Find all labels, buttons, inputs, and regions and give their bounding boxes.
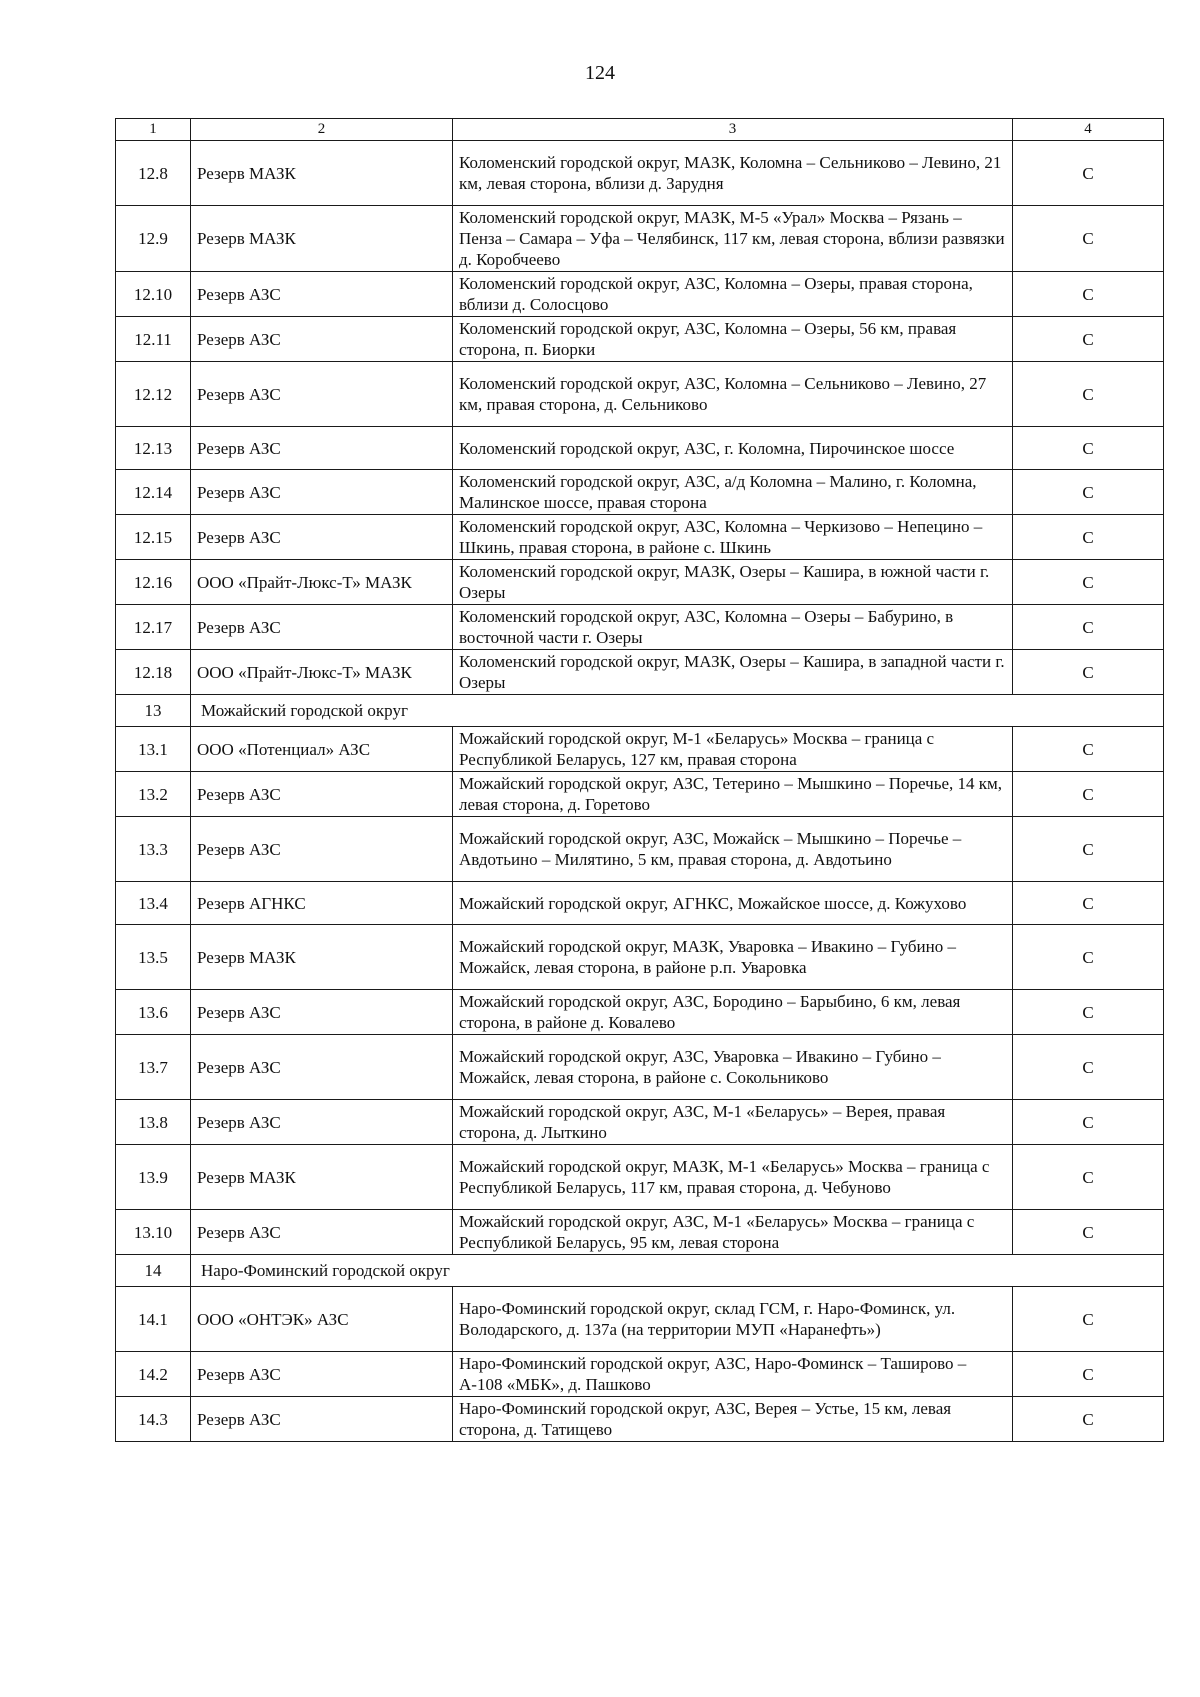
row-category: С [1013, 515, 1164, 560]
row-location: Можайский городской округ, АЗС, М-1 «Беларусь» – Верея, правая сторона, д. Лыткино [453, 1100, 1013, 1145]
row-name: Резерв АЗС [191, 1397, 453, 1442]
row-location: Коломенский городской округ, АЗС, г. Коломна, Пирочинское шоссе [453, 427, 1013, 470]
table-row [116, 925, 1164, 990]
row-location: Можайский городской округ, АЗС, Бородино – Барыбино, 6 км, левая сторона, в районе д. Ковалево [453, 990, 1013, 1035]
row-number: 12.9 [116, 206, 191, 272]
section-name: Можайский городской округ [191, 695, 1164, 727]
row-location: Коломенский городской округ, АЗС, Коломна – Сельниково – Левино, 27 км, правая сторона, д. Сельниково [453, 362, 1013, 427]
row-number: 13.9 [116, 1145, 191, 1210]
row-name: ООО «Потенциал» АЗС [191, 727, 453, 772]
page-number: 124 [585, 62, 615, 84]
row-name: ООО «Прайт-Люкс-Т» МАЗК [191, 650, 453, 695]
row-number: 14.1 [116, 1287, 191, 1352]
table-body [116, 141, 1164, 1442]
row-category: С [1013, 1100, 1164, 1145]
header-row [116, 119, 1164, 141]
column-header: 4 [1013, 119, 1164, 141]
table-row [116, 882, 1164, 925]
row-number: 13.1 [116, 727, 191, 772]
row-category: С [1013, 141, 1164, 206]
row-location: Коломенский городской округ, МАЗК, Озеры – Кашира, в западной части г. Озеры [453, 650, 1013, 695]
row-number: 12.15 [116, 515, 191, 560]
row-name: Резерв АЗС [191, 817, 453, 882]
row-name: Резерв АЗС [191, 772, 453, 817]
row-category: С [1013, 650, 1164, 695]
column-header: 1 [116, 119, 191, 141]
row-category: С [1013, 1352, 1164, 1397]
table-row [116, 427, 1164, 470]
row-location: Можайский городской округ, М-1 «Беларусь» Москва – граница с Республикой Беларусь, 127 км, правая сторона [453, 727, 1013, 772]
row-category: С [1013, 1145, 1164, 1210]
row-number: 13.2 [116, 772, 191, 817]
table-row [116, 1100, 1164, 1145]
row-number: 12.12 [116, 362, 191, 427]
column-header: 2 [191, 119, 453, 141]
row-number: 12.17 [116, 605, 191, 650]
row-name: Резерв МАЗК [191, 206, 453, 272]
table-row [116, 272, 1164, 317]
table-row [116, 515, 1164, 560]
row-name: Резерв АЗС [191, 427, 453, 470]
table-row [116, 560, 1164, 605]
table-row [116, 650, 1164, 695]
section-name: Наро-Фоминский городской округ [191, 1255, 1164, 1287]
table-row [116, 727, 1164, 772]
row-name: ООО «ОНТЭК» АЗС [191, 1287, 453, 1352]
row-category: С [1013, 317, 1164, 362]
table-row [116, 772, 1164, 817]
row-location: Можайский городской округ, МАЗК, Уваровка – Ивакино – Губино – Можайск, левая сторона, в районе р.п. Уваровка [453, 925, 1013, 990]
row-category: С [1013, 882, 1164, 925]
row-category: С [1013, 272, 1164, 317]
row-number: 14.3 [116, 1397, 191, 1442]
row-category: С [1013, 560, 1164, 605]
row-category: С [1013, 605, 1164, 650]
row-location: Коломенский городской округ, МАЗК, М-5 «Урал» Москва – Рязань – Пенза – Самара – Уфа – Челябинск, 117 км, левая сторона, вблизи развязки д. Коробчеево [453, 206, 1013, 272]
row-location: Наро-Фоминский городской округ, АЗС, Верея – Устье, 15 км, левая сторона, д. Татищево [453, 1397, 1013, 1442]
row-location: Коломенский городской округ, МАЗК, Озеры – Кашира, в южной части г. Озеры [453, 560, 1013, 605]
row-category: С [1013, 727, 1164, 772]
row-number: 12.13 [116, 427, 191, 470]
row-name: Резерв АЗС [191, 515, 453, 560]
column-header: 3 [453, 119, 1013, 141]
section-number: 14 [116, 1255, 191, 1287]
row-name: Резерв МАЗК [191, 141, 453, 206]
table-row [116, 1145, 1164, 1210]
row-location: Можайский городской округ, АЗС, М-1 «Беларусь» Москва – граница с Республикой Беларусь, 95 км, левая сторона [453, 1210, 1013, 1255]
row-location: Коломенский городской округ, МАЗК, Коломна – Сельниково – Левино, 21 км, левая сторона, вблизи д. Зарудня [453, 141, 1013, 206]
row-category: С [1013, 206, 1164, 272]
section-row [116, 1255, 1164, 1287]
row-number: 12.14 [116, 470, 191, 515]
row-location: Можайский городской округ, АЗС, Уваровка – Ивакино – Губино – Можайск, левая сторона, в районе с. Сокольниково [453, 1035, 1013, 1100]
row-number: 13.6 [116, 990, 191, 1035]
row-number: 13.8 [116, 1100, 191, 1145]
row-name: Резерв АЗС [191, 990, 453, 1035]
row-number: 12.10 [116, 272, 191, 317]
row-category: С [1013, 1035, 1164, 1100]
row-name: Резерв МАЗК [191, 1145, 453, 1210]
row-name: Резерв МАЗК [191, 925, 453, 990]
row-name: Резерв АГНКС [191, 882, 453, 925]
table-row [116, 362, 1164, 427]
table-row [116, 1210, 1164, 1255]
row-name: Резерв АЗС [191, 317, 453, 362]
row-number: 12.8 [116, 141, 191, 206]
table-row [116, 206, 1164, 272]
row-name: Резерв АЗС [191, 272, 453, 317]
row-number: 13.7 [116, 1035, 191, 1100]
row-category: С [1013, 772, 1164, 817]
row-number: 12.11 [116, 317, 191, 362]
registry-table [115, 118, 1164, 1442]
row-location: Наро-Фоминский городской округ, АЗС, Наро-Фоминск – Таширово – А-108 «МБК», д. Пашково [453, 1352, 1013, 1397]
section-row [116, 695, 1164, 727]
row-category: С [1013, 817, 1164, 882]
row-category: С [1013, 1210, 1164, 1255]
row-category: С [1013, 470, 1164, 515]
table-row [116, 1035, 1164, 1100]
row-number: 13.10 [116, 1210, 191, 1255]
row-location: Можайский городской округ, МАЗК, М-1 «Беларусь» Москва – граница с Республикой Беларусь, 117 км, правая сторона, д. Чебуново [453, 1145, 1013, 1210]
row-location: Можайский городской округ, АЗС, Можайск – Мышкино – Поречье – Авдотьино – Милятино, 5 км, правая сторона, д. Авдотьино [453, 817, 1013, 882]
row-location: Коломенский городской округ, АЗС, Коломна – Озеры, правая сторона, вблизи д. Солосцово [453, 272, 1013, 317]
row-category: С [1013, 1287, 1164, 1352]
table-row [116, 317, 1164, 362]
table-row [116, 1397, 1164, 1442]
row-category: С [1013, 925, 1164, 990]
row-number: 13.4 [116, 882, 191, 925]
row-number: 14.2 [116, 1352, 191, 1397]
row-category: С [1013, 990, 1164, 1035]
row-name: Резерв АЗС [191, 1352, 453, 1397]
row-location: Наро-Фоминский городской округ, склад ГСМ, г. Наро-Фоминск, ул. Володарского, д. 137а (на территории МУП «Наранефть») [453, 1287, 1013, 1352]
row-name: Резерв АЗС [191, 1100, 453, 1145]
row-category: С [1013, 427, 1164, 470]
row-name: Резерв АЗС [191, 1035, 453, 1100]
table-row [116, 470, 1164, 515]
row-name: Резерв АЗС [191, 362, 453, 427]
row-name: Резерв АЗС [191, 605, 453, 650]
row-name: Резерв АЗС [191, 1210, 453, 1255]
row-location: Коломенский городской округ, АЗС, Коломна – Озеры, 56 км, правая сторона, п. Биорки [453, 317, 1013, 362]
row-name: Резерв АЗС [191, 470, 453, 515]
row-location: Можайский городской округ, АЗС, Тетерино – Мышкино – Поречье, 14 км, левая сторона, д. Горетово [453, 772, 1013, 817]
row-number: 13.3 [116, 817, 191, 882]
row-location: Можайский городской округ, АГНКС, Можайское шоссе, д. Кожухово [453, 882, 1013, 925]
row-category: С [1013, 362, 1164, 427]
row-number: 12.18 [116, 650, 191, 695]
row-location: Коломенский городской округ, АЗС, Коломна – Озеры – Бабурино, в восточной части г. Озеры [453, 605, 1013, 650]
section-number: 13 [116, 695, 191, 727]
table-row [116, 605, 1164, 650]
row-location: Коломенский городской округ, АЗС, Коломна – Черкизово – Непецино – Шкинь, правая сторона, в районе с. Шкинь [453, 515, 1013, 560]
table-row [116, 1352, 1164, 1397]
row-name: ООО «Прайт-Люкс-Т» МАЗК [191, 560, 453, 605]
table-row [116, 1287, 1164, 1352]
table-row [116, 990, 1164, 1035]
table-row [116, 817, 1164, 882]
table-row [116, 141, 1164, 206]
row-number: 13.5 [116, 925, 191, 990]
row-category: С [1013, 1397, 1164, 1442]
row-location: Коломенский городской округ, АЗС, а/д Коломна – Малино, г. Коломна, Малинское шоссе, правая сторона [453, 470, 1013, 515]
row-number: 12.16 [116, 560, 191, 605]
